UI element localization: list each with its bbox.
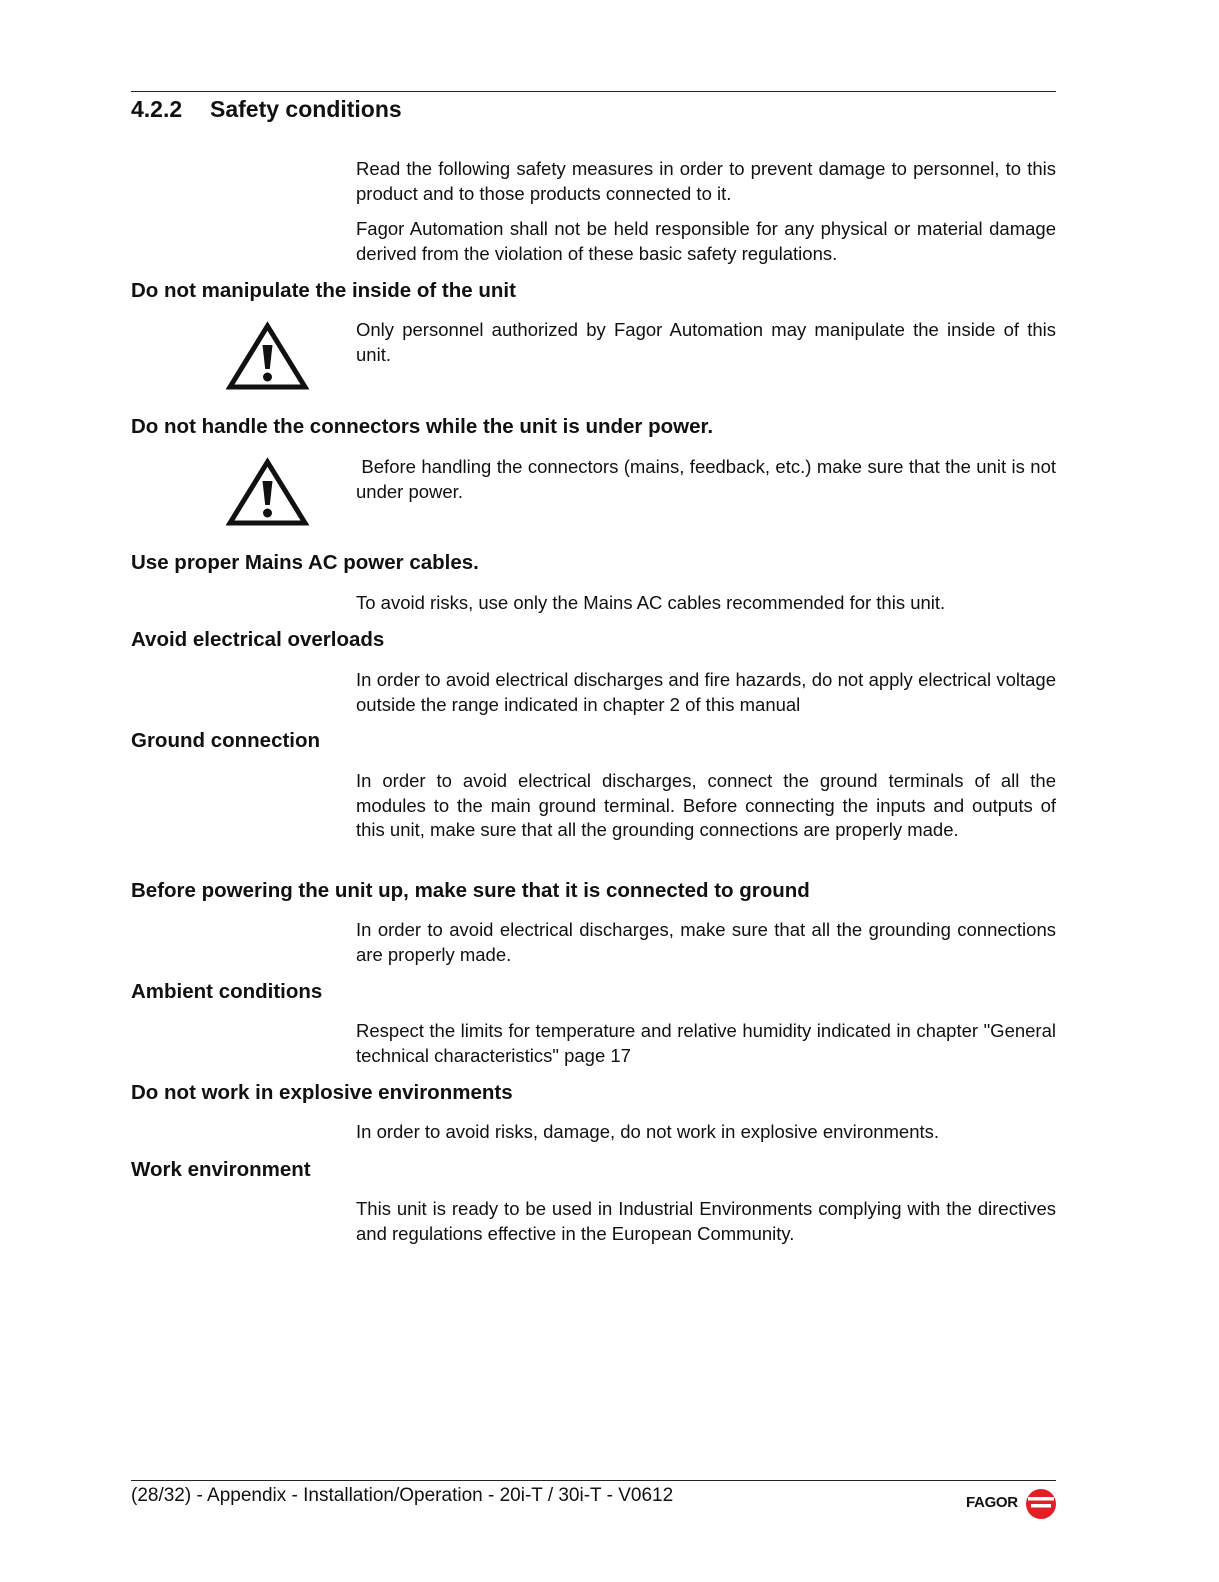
heading-ground-connection: Ground connection xyxy=(131,729,321,752)
text-mains-cables: To avoid risks, use only the Mains AC cables recommended for this unit. xyxy=(356,592,946,613)
bottom-rule xyxy=(131,1480,1056,1481)
text-ground-connection: In order to avoid electrical discharges, connect the ground terminals of all the modules to the main ground terminal. Before connecting the inputs and outputs of this unit, make sure that all the grounding connections are properly made. xyxy=(356,770,1056,840)
page-footer: (28/32) - Appendix - Installation/Operation - 20i-T / 30i-T - V0612 xyxy=(131,1485,674,1506)
text-connectors-power: Before handling the connectors (mains, feedback, etc.) make sure that the unit is not under power. xyxy=(356,456,1062,502)
text-manipulate-inside: Only personnel authorized by Fagor Automation may manipulate the inside of this unit. xyxy=(356,319,1056,365)
heading-mains-cables: Use proper Mains AC power cables. xyxy=(131,551,479,574)
fagor-logo xyxy=(966,1487,1058,1521)
heading-connectors-power: Do not handle the connectors while the unit is under power. xyxy=(131,415,714,438)
heading-electrical-overloads: Avoid electrical overloads xyxy=(131,628,385,651)
heading-manipulate-inside: Do not manipulate the inside of the unit xyxy=(131,279,516,302)
intro-paragraph-2: Fagor Automation shall not be held responsible for any physical or material damage derived from the violation of these basic safety regulations. xyxy=(356,218,1056,264)
fagor-logo-text: FAGOR xyxy=(966,1494,1018,1511)
fagor-logo-icon xyxy=(1024,1487,1058,1521)
heading-work-environment: Work environment xyxy=(131,1158,311,1181)
text-electrical-overloads: In order to avoid electrical discharges and fire hazards, do not apply electrical voltage outside the range indicated in chapter 2 of this manual xyxy=(356,669,1056,715)
heading-explosive-environments: Do not work in explosive environments xyxy=(131,1081,513,1104)
warning-triangle-icon xyxy=(226,321,309,391)
intro-paragraph-1: Read the following safety measures in order to prevent damage to personnel, to this product and to those products connected to it. xyxy=(356,158,1056,204)
heading-ambient-conditions: Ambient conditions xyxy=(131,980,323,1003)
heading-powering-ground: Before powering the unit up, make sure that it is connected to ground xyxy=(131,879,810,902)
warning-triangle-icon xyxy=(226,457,309,527)
text-ambient-conditions: Respect the limits for temperature and relative humidity indicated in chapter "General technical characteristics" page 17 xyxy=(356,1020,1056,1066)
section-title-text: Safety conditions xyxy=(210,96,402,122)
section-number: 4.2.2 xyxy=(131,96,183,122)
text-explosive-environments: In order to avoid risks, damage, do not work in explosive environments. xyxy=(356,1121,940,1142)
text-powering-ground: In order to avoid electrical discharges, make sure that all the grounding connections are properly made. xyxy=(356,919,1056,965)
section-title xyxy=(131,96,402,123)
top-rule xyxy=(131,91,1056,92)
text-work-environment: This unit is ready to be used in Industrial Environments complying with the directives and regulations effective in the European Community. xyxy=(356,1198,1056,1244)
